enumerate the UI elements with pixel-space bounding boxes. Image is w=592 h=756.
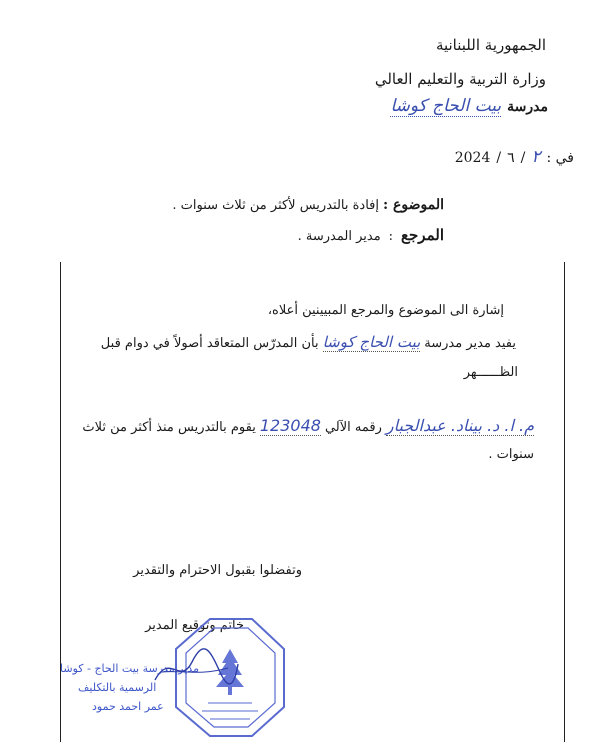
reference-colon: : [388, 229, 394, 244]
stamp-director-line2: الرسمية بالتكليف [78, 681, 157, 694]
subject-line [172, 197, 444, 213]
reference-label: المرجع [401, 226, 444, 244]
body-line3-middle: رقمه الآلي [324, 420, 382, 435]
reference-line [298, 226, 444, 244]
date-year: 2024 [454, 150, 491, 166]
subject-label: الموضوع : [383, 197, 444, 213]
body-line-2: الظــــــهر [463, 365, 518, 380]
school-label: مدرسة [507, 99, 548, 115]
republic-title: الجمهورية اللبنانية [435, 36, 546, 54]
body-line-3 [82, 416, 534, 436]
date-month: ٢ [531, 147, 541, 167]
right-margin-line [564, 262, 565, 742]
date-day: ٦ [507, 150, 515, 166]
date-prefix: في : [546, 150, 574, 166]
body-line3-end: يقوم بالتدريس منذ أكثر من ثلاث [82, 420, 256, 435]
body-line-4: سنوات . [488, 447, 534, 462]
stamp-director-line3: عمر احمد حمود [92, 700, 164, 713]
ministry-title: وزارة التربية والتعليم العالي [374, 70, 546, 88]
closing-thanks: وتفضلوا بقبول الاحترام والتقدير [133, 563, 302, 578]
school-name-handwritten: بيت الحاج كوشا [390, 96, 502, 116]
subject-text: إفادة بالتدريس لأكثر من ثلاث سنوات . [172, 198, 379, 213]
teacher-name-handwritten: م. ا. د. بيناد. عبدالجبار [385, 416, 534, 435]
stamp-director-line1: مدير مدرسة بيت الحاج - كوشا [60, 662, 199, 675]
computer-number-handwritten: 123048 [259, 416, 321, 435]
school-fill-handwritten: بيت الحاج كوشا [322, 333, 421, 351]
reference-text: مدير المدرسة . [297, 229, 381, 244]
date-line: 2024 / ٦ / ٢ في : [454, 147, 574, 167]
body-line-1 [101, 333, 516, 352]
body-line1-end: بأن المدرّس المتعاقد أصولاً في دوام قبل [100, 336, 319, 351]
signature-label: خاتم وتوقيع المدير [145, 618, 244, 633]
body-intro: إشارة الى الموضوع والمرجع المبيينين أعلاه، [267, 303, 504, 318]
body-line1-start: يفيد مدير مدرسة [424, 336, 516, 351]
director-signature-icon [150, 642, 240, 692]
school-line [390, 96, 548, 117]
